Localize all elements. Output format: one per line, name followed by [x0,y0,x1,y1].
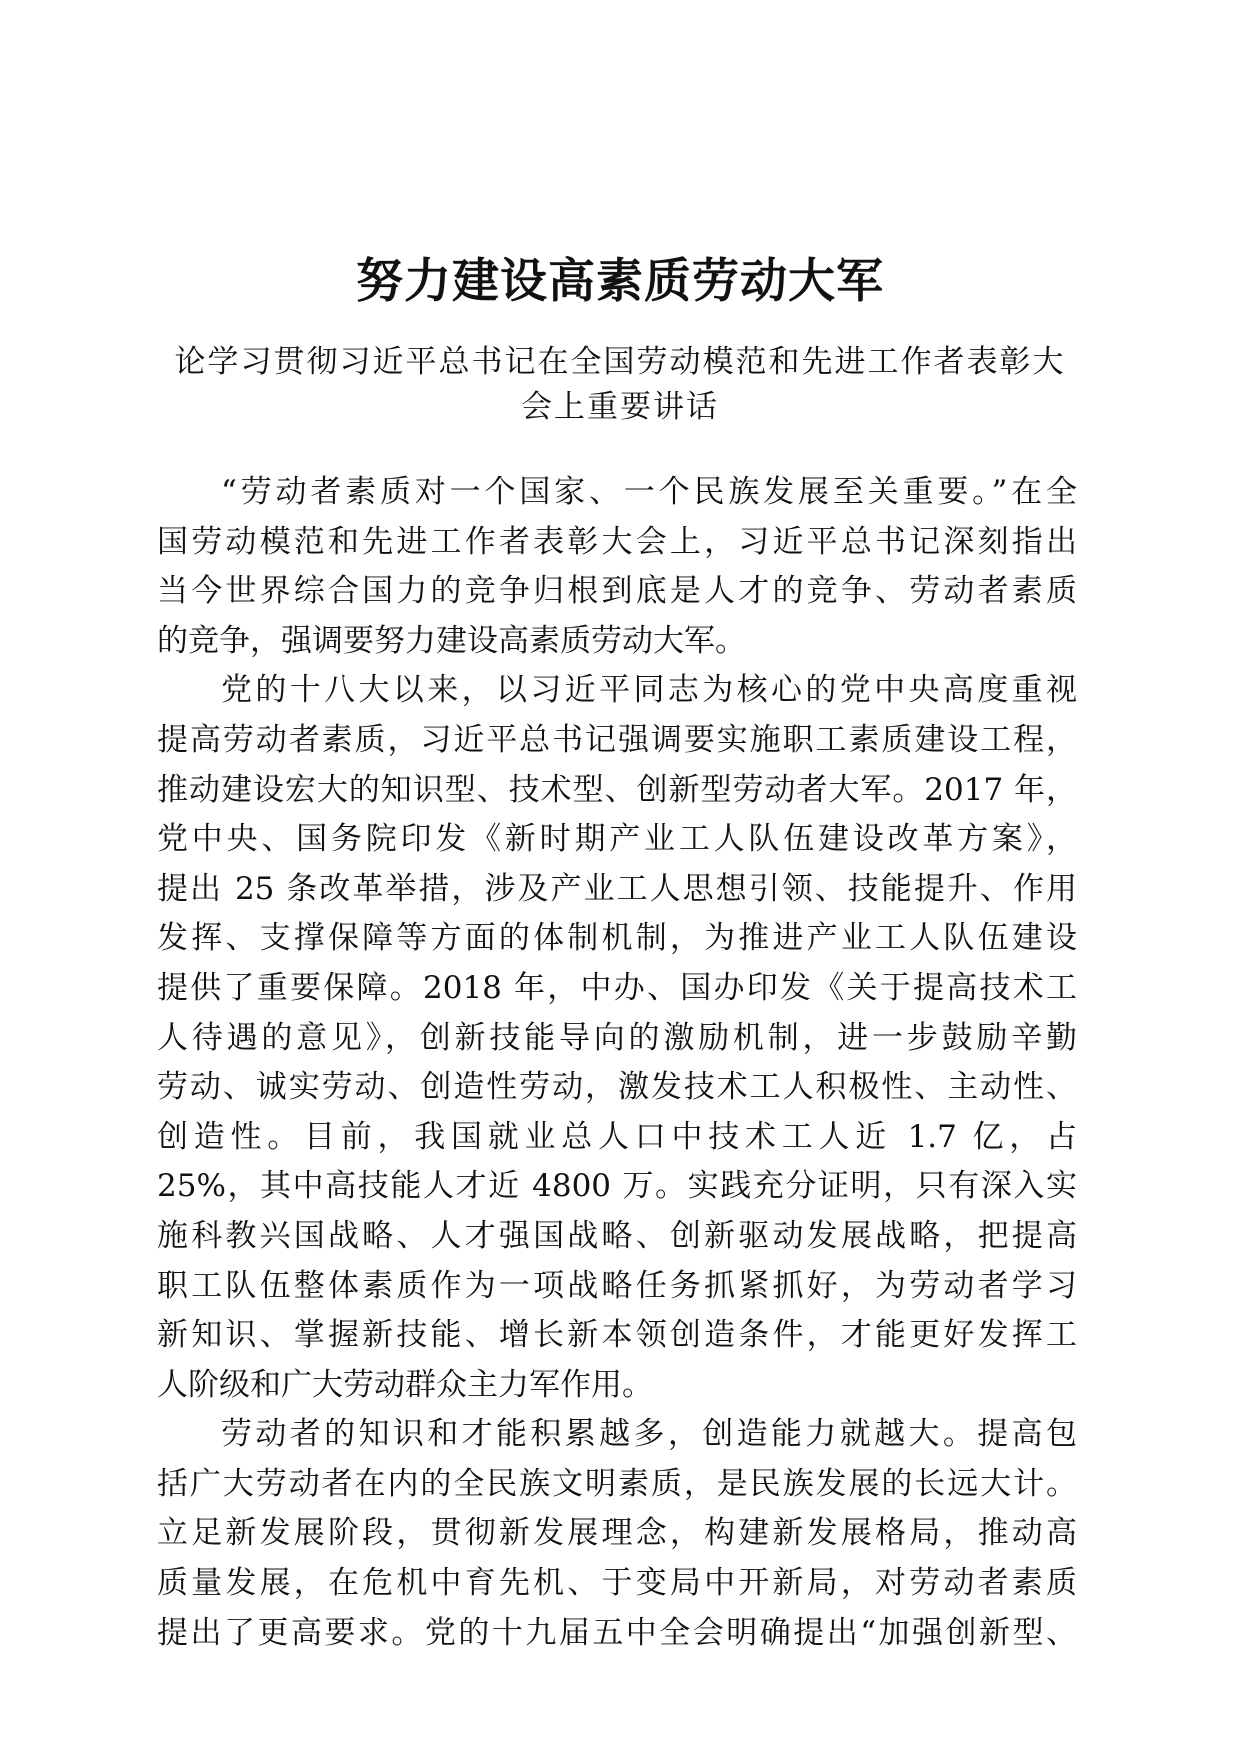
body-line: 劳动者的知识和才能积累越多，创造能力就越大。提高包 [221,1416,1077,1453]
body-line: 党中央、国务院印发《新时期产业工人队伍建设改革方案》， [157,821,1077,858]
body-line: 立足新发展阶段，贯彻新发展理念，构建新发展格局，推动高 [157,1515,1077,1552]
body-line: 当今世界综合国力的竞争归根到底是人才的竞争、劳动者素质 [157,573,1077,610]
body-line: 发挥、支撑保障等方面的体制机制，为推进产业工人队伍建设 [157,920,1077,957]
document-subtitle [160,340,1080,430]
body-line: 国劳动模范和先进工作者表彰大会上，习近平总书记深刻指出 [157,523,1077,560]
subtitle-line: 论学习贯彻习近平总书记在全国劳动模范和先进工作者表彰大 [174,344,1066,380]
body-line: 劳动、诚实劳动、创造性劳动，激发技术工人积极性、主动性、 [157,1069,1077,1106]
body-line: “劳动者素质对一个国家、一个民族发展至关重要。”在全 [221,474,1077,510]
body-line: 提供了重要保障。2018 年，中办、国办印发《关于提高技术工 [157,969,1077,1006]
body-line: 提出 25 条改革举措，涉及产业工人思想引领、技能提升、作用 [157,870,1077,907]
body-line: 25%，其中高技能人才近 4800 万。实践充分证明，只有深入实 [157,1168,1077,1205]
body-line: 质量发展，在危机中育先机、于变局中开新局，对劳动者素质 [157,1565,1077,1602]
body-line: 提出了更高要求。党的十九届五中全会明确提出“加强创新型、 [157,1614,1077,1651]
body-line: 括广大劳动者在内的全民族文明素质，是民族发展的长远大计。 [157,1465,1077,1502]
body-line: 职工队伍整体素质作为一项战略任务抓紧抓好，为劳动者学习 [157,1267,1077,1304]
body-line: 新知识、掌握新技能、增长新本领创造条件，才能更好发挥工 [157,1317,1077,1354]
body-line: 推动建设宏大的知识型、技术型、创新型劳动者大军。2017 年， [157,771,1077,808]
body-line: 提高劳动者素质，习近平总书记强调要实施职工素质建设工程， [157,721,1077,758]
article-body [157,468,1077,1658]
body-line: 党的十八大以来，以习近平同志为核心的党中央高度重视 [221,672,1077,709]
body-line: 人待遇的意见》，创新技能导向的激励机制，进一步鼓励辛勤 [157,1019,1077,1056]
body-line: 的竞争，强调要努力建设高素质劳动大军。 [157,622,746,659]
subtitle-line: 会上重要讲话 [521,389,719,425]
document-title: 努力建设高素质劳动大军 [356,254,884,309]
body-line: 施科教兴国战略、人才强国战略、创新驱动发展战略，把提高 [157,1217,1077,1254]
body-line: 创造性。目前，我国就业总人口中技术工人近 1.7 亿，占 [157,1118,1077,1155]
body-line: 人阶级和广大劳动群众主力军作用。 [157,1366,653,1403]
